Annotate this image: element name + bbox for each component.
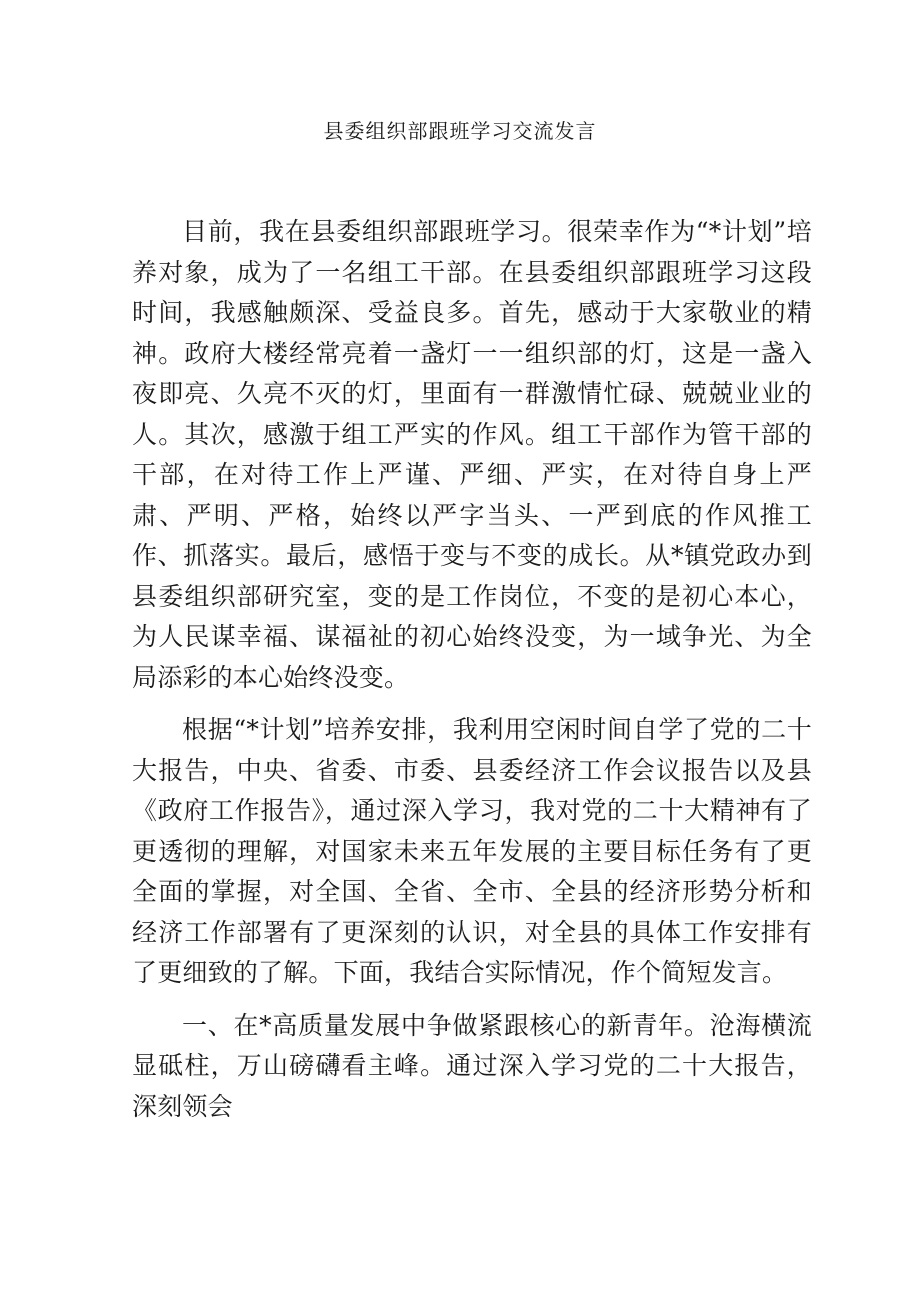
paragraph: 根据“*计划”培养安排，我利用空闲时间自学了党的二十大报告，中央、省委、市委、县委经济工作会议报告以及县《政府工作报告》，通过深入学习，我对党的二十大精神有了更透彻的理解，对国家未来五年发展的主要目标任务有了更全面的掌握，对全国、全省、全市、全县的经济形势分析和经济工作部署有了更深刻的认识，对全县的具体工作安排有了更细致的了解。下面，我结合实际情况，作个简短发言。	[132, 715, 812, 987]
document-title: 县委组织部跟班学习交流发言	[323, 119, 597, 143]
document-body	[132, 212, 812, 1139]
paragraph: 目前，我在县委组织部跟班学习。很荣幸作为“*计划”培养对象，成为了一名组工干部。在县委组织部跟班学习这段时间，我感触颇深、受益良多。首先，感动于大家敬业的精神。政府大楼经常亮着一盏灯一一组织部的灯，这是一盏入夜即亮、久亮不灭的灯，里面有一群激情忙碌、兢兢业业的人。其次，感激于组工严实的作风。组工干部作为管干部的干部，在对待工作上严谨、严细、严实，在对待自身上严肃、严明、严格，始终以严字当头、一严到底的作风推工作、抓落实。最后，感悟于变与不变的成长。从*镇党政办到县委组织部研究室，变的是工作岗位，不变的是初心本心，为人民谋幸福、谋福祉的初心始终没变，为一域争光、为全局添彩的本心始终没变。	[132, 217, 812, 692]
paragraph: 一、在*高质量发展中争做紧跟核心的新青年。沧海横流显砥柱，万山磅礴看主峰。通过深入学习党的二十大报告，深刻领会	[132, 1010, 812, 1121]
